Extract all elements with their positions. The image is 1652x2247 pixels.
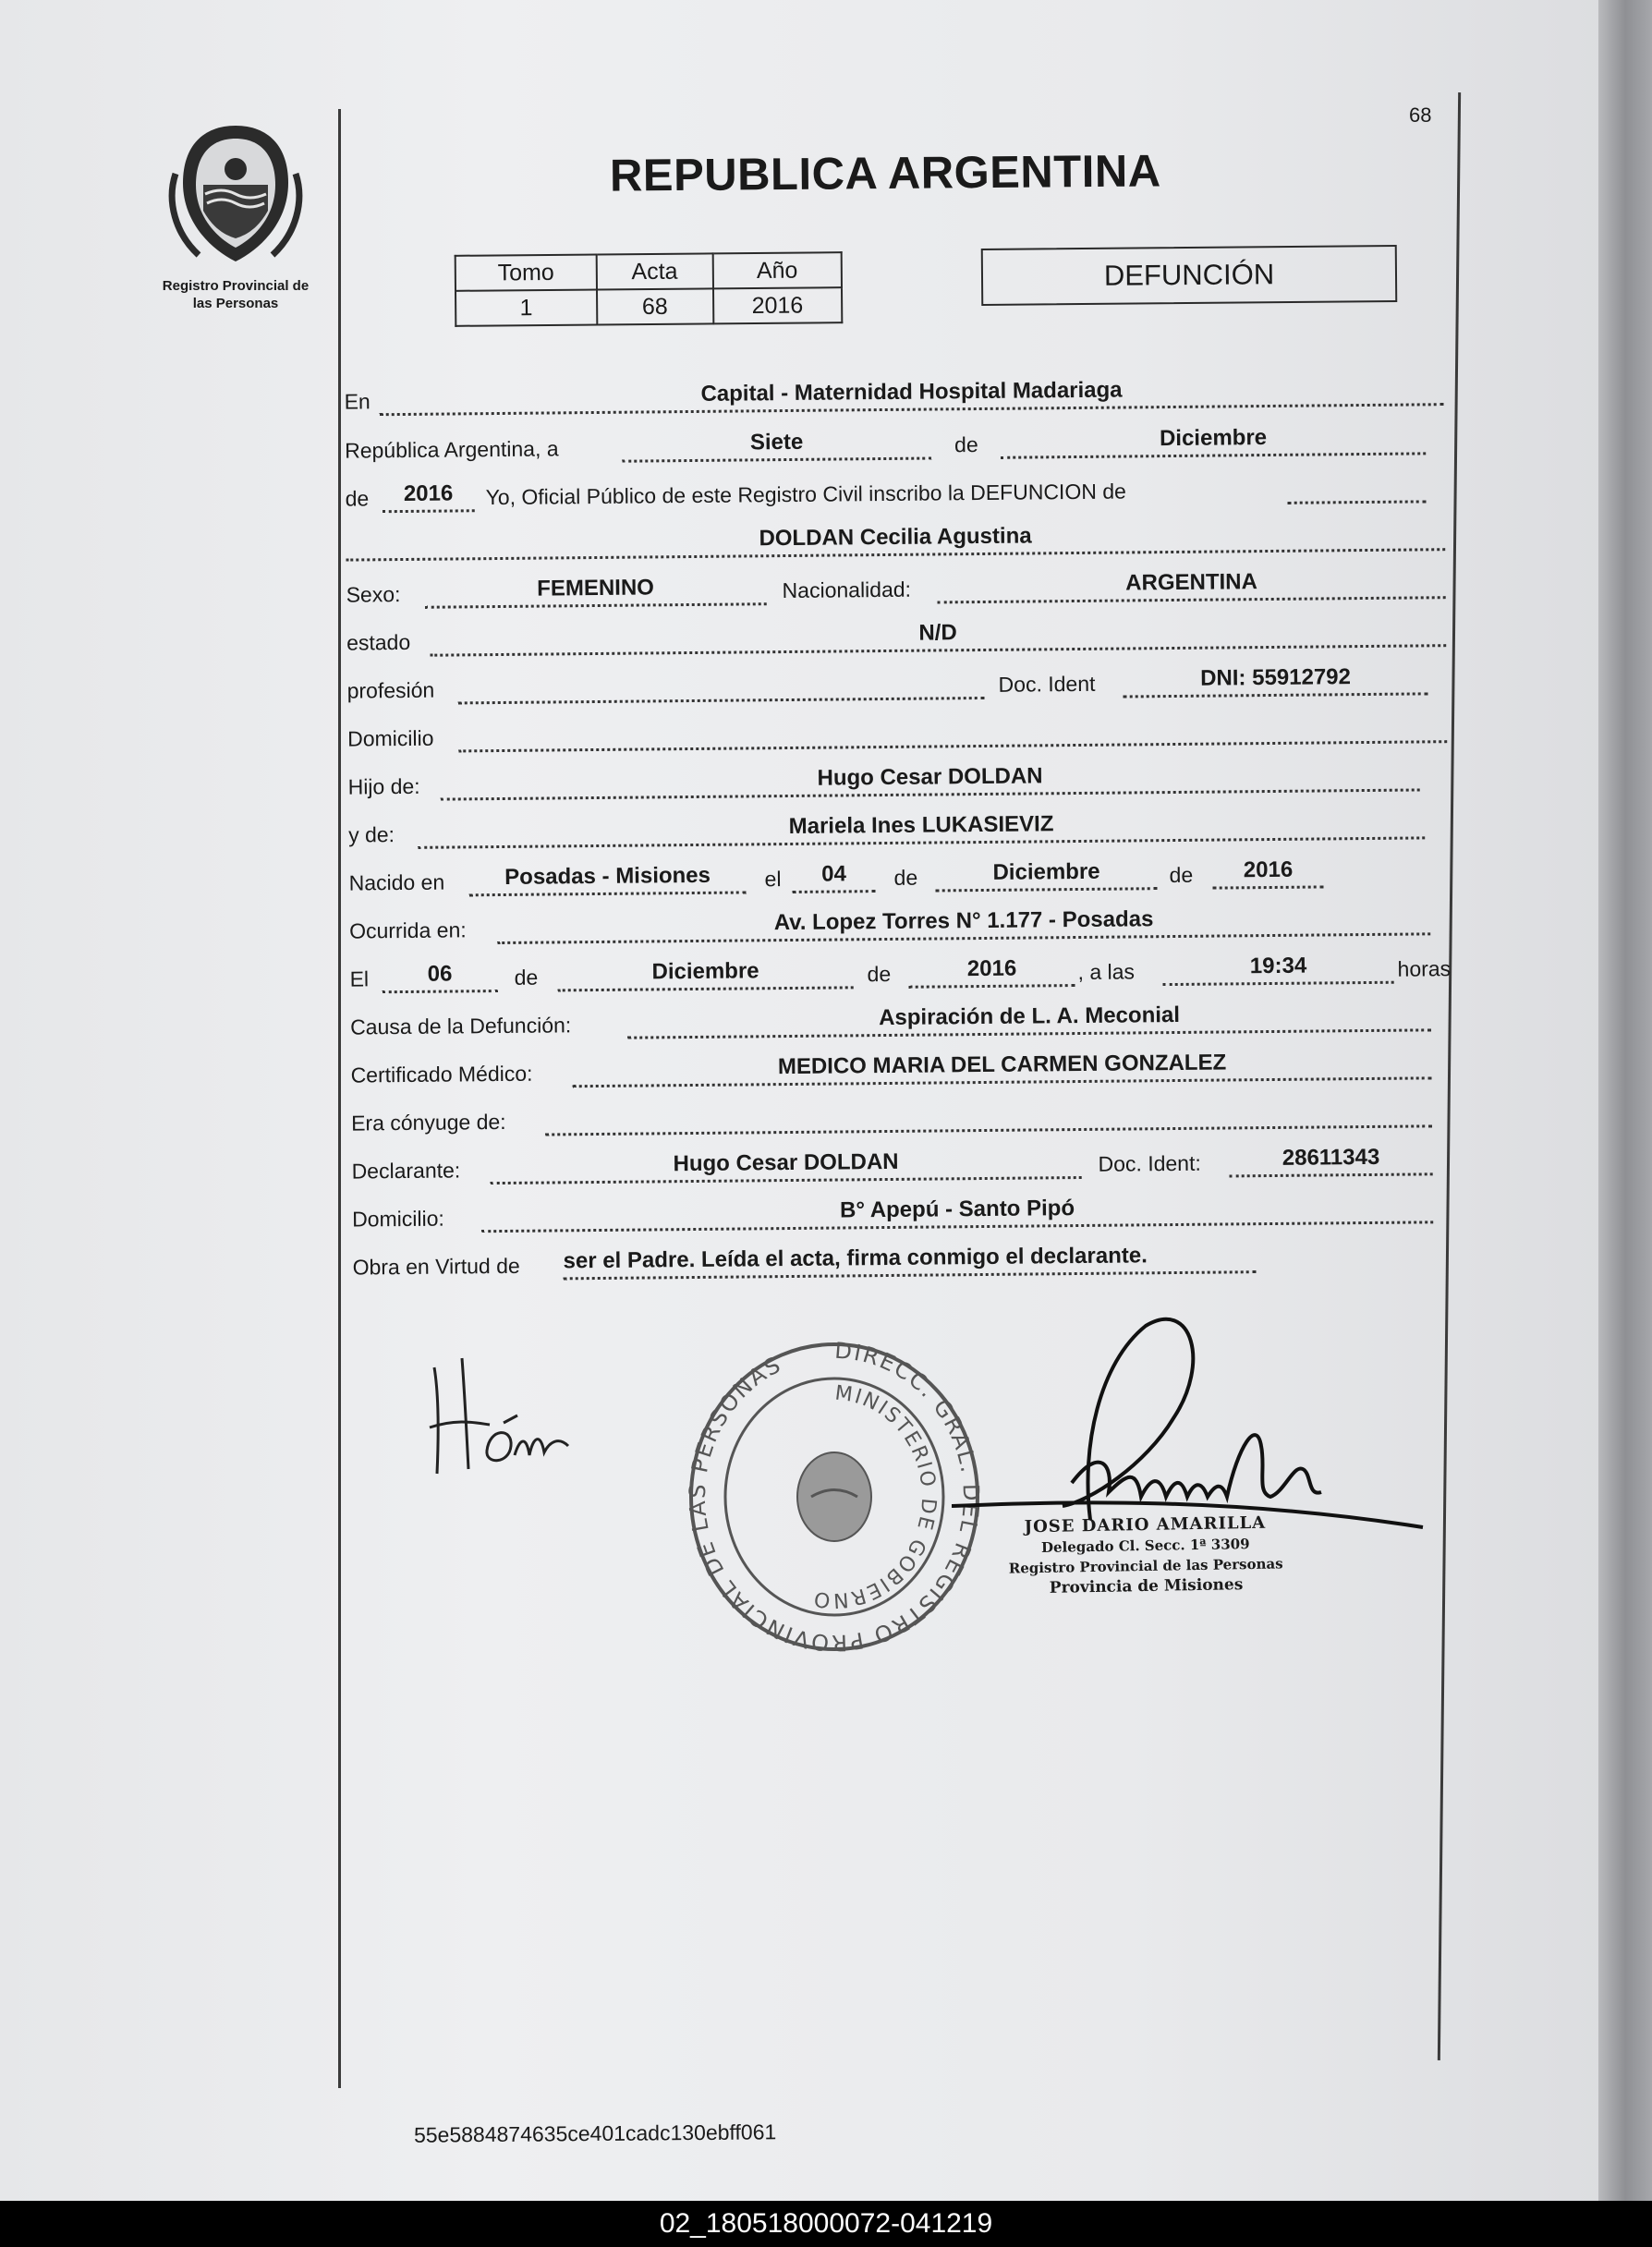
field-decl-doc: 28611343 [1229, 1141, 1432, 1177]
registry-caption-line2: las Personas [192, 296, 279, 311]
row-conyuge [351, 1090, 1451, 1137]
field-nacido-lugar: Posadas - Misiones [468, 859, 746, 896]
label-certificado: Certificado Médico: [350, 1061, 533, 1087]
reference-header-anio: Año [712, 252, 842, 288]
field-nacido-mes: Diciembre [935, 856, 1157, 892]
row-nacido [348, 850, 1448, 897]
label-causa: Causa de la Defunción: [349, 1013, 572, 1039]
document-type-box: DEFUNCIÓN [981, 245, 1398, 306]
official-office: Registro Provincial de las Personas [1008, 1555, 1283, 1577]
official-name: JOSE DARIO AMARILLA [1024, 1512, 1267, 1537]
label-de-2: de [345, 486, 370, 511]
row-hijo [347, 754, 1447, 801]
seal-outer-text: DIRECC. GRAL. DEL REGISTRO PROVINCIAL DE LAS PERSONAS [684, 1337, 985, 1654]
field-obra: ser el Padre. Leída el acta, firma conmigo el declarante. [563, 1239, 1256, 1280]
reference-header-tomo: Tomo [456, 254, 597, 290]
field-place: Capital - Maternidad Hospital Madariaga [379, 371, 1443, 416]
reference-value-acta: 68 [597, 288, 713, 324]
label-el-2: El [349, 966, 370, 991]
row-place [344, 369, 1443, 416]
label-nacido: Nacido en [348, 869, 445, 895]
label-doc-ident: Doc. Ident [998, 671, 1096, 697]
label-y-de: y de: [348, 822, 395, 847]
field-certificado: MEDICO MARIA DEL CARMEN GONZALEZ [572, 1045, 1431, 1087]
label-de-5: de [514, 965, 539, 990]
row-profesion [346, 658, 1446, 705]
field-nacido-anio: 2016 [1212, 854, 1323, 889]
label-estado: estado [346, 629, 411, 655]
registry-caption-line1: Registro Provincial de [162, 278, 310, 294]
label-hijo: Hijo de: [347, 773, 420, 799]
field-sexo: FEMENINO [424, 571, 766, 609]
official-seal [682, 1330, 987, 1654]
field-madre: Mariela Ines LUKASIEVIZ [418, 805, 1425, 848]
page-number: 68 [1409, 103, 1432, 127]
row-year-statement [345, 466, 1444, 513]
row-madre [348, 802, 1448, 849]
field-doc-ident: DNI: 55912792 [1123, 661, 1427, 698]
official-province: Provincia de Misiones [1049, 1575, 1244, 1597]
label-profesion: profesión [346, 677, 435, 703]
row-date [345, 418, 1444, 465]
label-de-4: de [1169, 862, 1194, 888]
label-horas: horas [1397, 956, 1452, 981]
page-title: REPUBLICA ARGENTINA [609, 146, 1161, 201]
file-id: 02_180518000072-041219 [659, 2208, 993, 2239]
label-sexo: Sexo: [346, 582, 401, 607]
row-causa [350, 994, 1450, 1041]
field-profesion [457, 665, 984, 704]
label-el: el [764, 867, 782, 892]
label-nacionalidad: Nacionalidad: [782, 577, 912, 603]
field-nacido-dia: 04 [792, 858, 875, 893]
reference-value-tomo: 1 [456, 289, 597, 325]
field-domicilio-2: B° Apepú - Santo Pipó [481, 1189, 1433, 1233]
field-domicilio [458, 709, 1447, 752]
label-obra: Obra en Virtud de [352, 1253, 520, 1280]
label-en: En [344, 389, 370, 414]
label-a-las: , a las [1077, 959, 1136, 985]
row-deceased [346, 514, 1445, 561]
row-obra [352, 1234, 1452, 1281]
field-fallec-anio: 2016 [908, 953, 1075, 989]
seal-inner-text: MINISTERIO DE GOBIERNO [810, 1381, 941, 1612]
field-conyuge [545, 1093, 1432, 1136]
row-sexo [346, 562, 1445, 609]
scan-edge [1598, 0, 1652, 2201]
field-fallec-dia: 06 [382, 958, 497, 993]
field-statement-tail [1287, 468, 1426, 504]
field-month: Diciembre [1001, 420, 1426, 458]
official-signature [952, 1307, 1432, 1566]
field-day-words: Siete [622, 426, 931, 463]
field-hora: 19:34 [1162, 950, 1393, 986]
row-domicilio [347, 706, 1447, 753]
label-ocurrida: Ocurrida en: [349, 917, 467, 943]
reference-value-anio: 2016 [713, 287, 843, 323]
field-deceased-name: DOLDAN Cecilia Agustina [346, 516, 1445, 561]
label-statement: Yo, Oficial Público de este Registro Civil inscribo la DEFUNCION de [485, 479, 1126, 510]
row-ocurrida [349, 898, 1449, 945]
field-nacionalidad: ARGENTINA [937, 565, 1445, 603]
field-year: 2016 [382, 478, 474, 513]
label-domicilio: Domicilio [347, 725, 434, 751]
row-certificado [350, 1042, 1450, 1089]
label-de-1: de [954, 432, 978, 457]
row-declarante [351, 1138, 1451, 1185]
field-causa: Aspiración de L. A. Meconial [627, 997, 1431, 1038]
label-conyuge: Era cónyuge de: [350, 1109, 506, 1136]
declarant-signature [420, 1340, 633, 1488]
field-ocurrida: Av. Lopez Torres N° 1.177 - Posadas [497, 901, 1430, 944]
official-role: Delegado Cl. Secc. 1ª 3309 [1040, 1536, 1250, 1556]
row-estado [346, 610, 1446, 657]
label-de-3: de [893, 865, 918, 890]
field-declarante: Hugo Cesar DOLDAN [490, 1145, 1081, 1184]
label-domicilio-2: Domicilio: [351, 1206, 444, 1232]
document-hash: 55e5884874635ce401cadc130ebff061 [413, 2119, 777, 2147]
row-fallecimiento [349, 946, 1452, 993]
reference-header-acta: Acta [596, 253, 712, 289]
field-fallec-mes: Diciembre [557, 954, 853, 991]
row-domicilio-2 [352, 1186, 1452, 1233]
label-declarante: Declarante: [351, 1158, 461, 1184]
label-de-6: de [867, 961, 892, 987]
file-id-bar [0, 2201, 1652, 2247]
label-decl-doc: Doc. Ident: [1098, 1150, 1201, 1176]
label-republica: República Argentina, a [345, 436, 559, 463]
field-padre: Hugo Cesar DOLDAN [440, 757, 1419, 800]
field-estado: N/D [430, 613, 1446, 657]
